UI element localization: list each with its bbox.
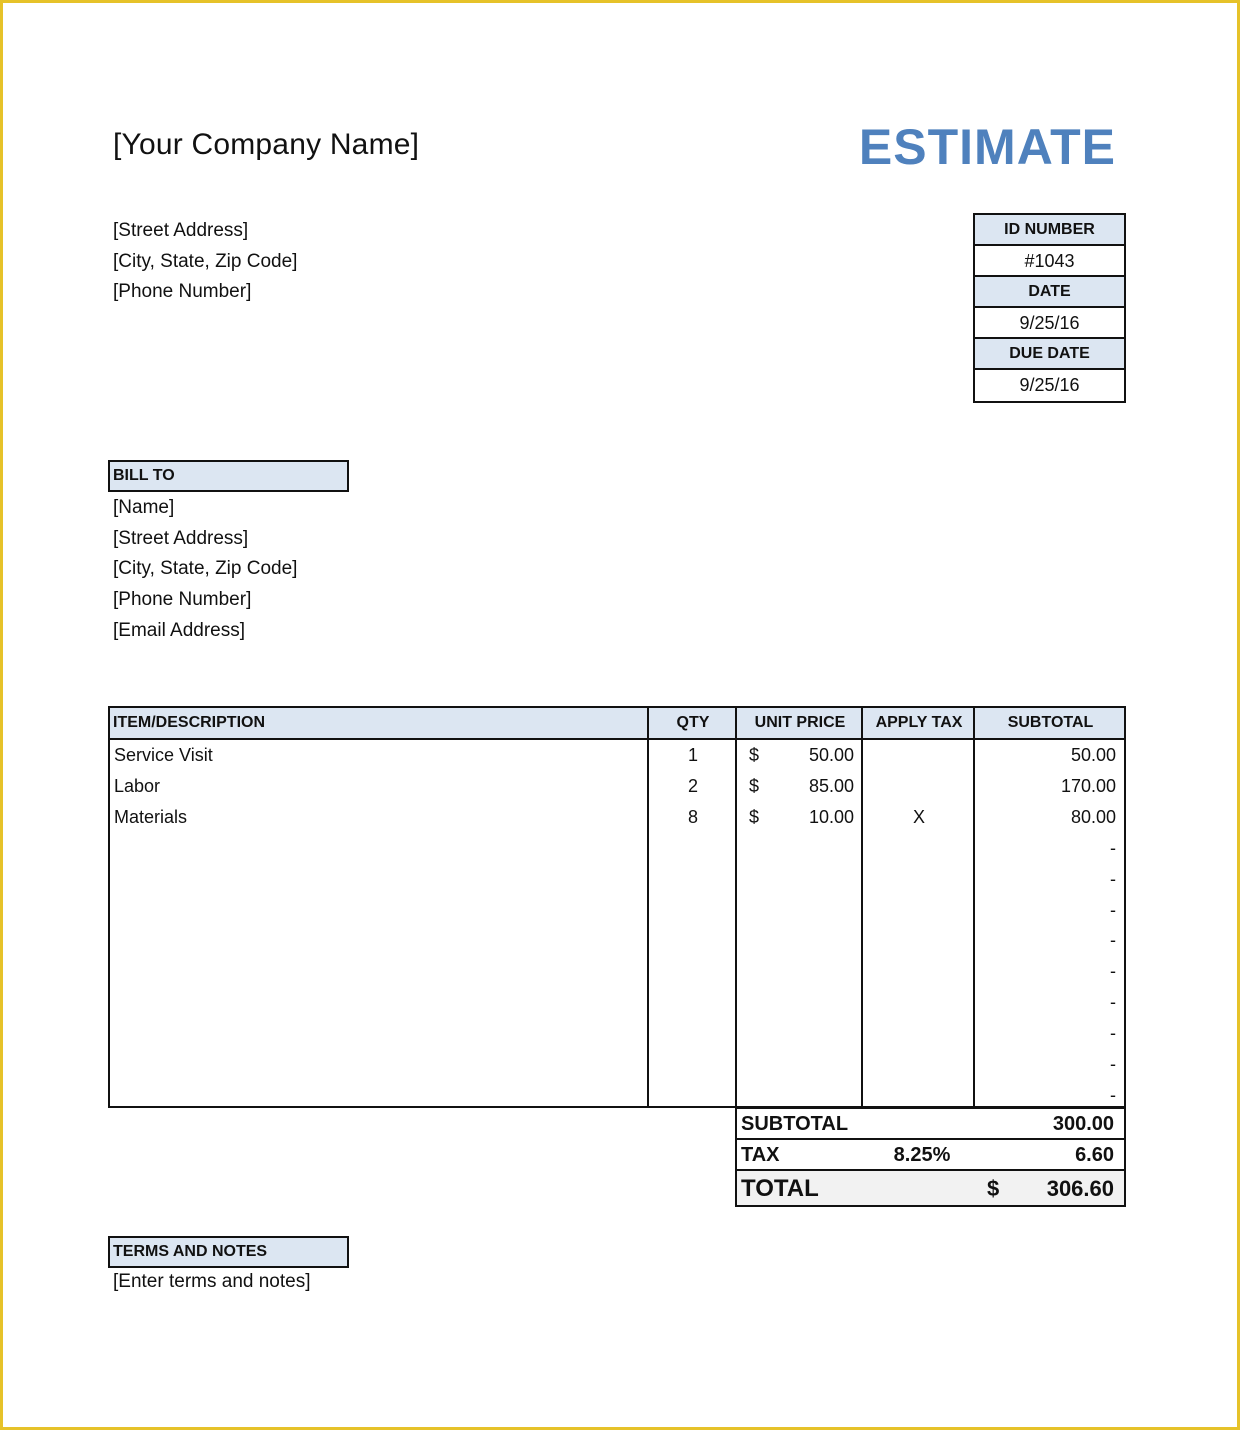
due-date-label: DUE DATE bbox=[975, 339, 1124, 370]
bill-to-street[interactable]: [Street Address] bbox=[113, 527, 249, 549]
header-apply-tax: APPLY TAX bbox=[875, 714, 963, 731]
item-description[interactable]: Materials bbox=[114, 806, 188, 827]
totals-box bbox=[735, 1107, 1126, 1207]
date-label: DATE bbox=[975, 277, 1124, 308]
item-description[interactable]: Labor bbox=[114, 775, 161, 796]
bill-to-email[interactable]: [Email Address] bbox=[113, 619, 245, 641]
item-qty[interactable] bbox=[649, 895, 737, 926]
item-unit-price[interactable] bbox=[737, 987, 854, 1018]
item-qty[interactable] bbox=[649, 833, 737, 864]
header-item-description: ITEM/DESCRIPTION bbox=[113, 714, 266, 731]
id-number-label: ID NUMBER bbox=[975, 215, 1124, 246]
item-subtotal[interactable]: - bbox=[1110, 1023, 1116, 1044]
item-subtotal[interactable]: - bbox=[1110, 930, 1116, 951]
tax-label: TAX bbox=[741, 1144, 780, 1166]
tax-row bbox=[737, 1138, 1124, 1169]
sender-address bbox=[113, 218, 297, 310]
subtotal-label: SUBTOTAL bbox=[741, 1113, 849, 1135]
item-qty[interactable] bbox=[649, 956, 737, 987]
item-qty[interactable]: 1 bbox=[687, 745, 698, 765]
total-row bbox=[737, 1169, 1124, 1205]
item-subtotal[interactable]: 80.00 bbox=[1070, 806, 1116, 827]
item-qty[interactable]: 8 bbox=[687, 806, 698, 827]
item-qty[interactable] bbox=[649, 864, 737, 895]
document-title: ESTIMATE bbox=[858, 119, 1116, 175]
item-apply-tax[interactable] bbox=[863, 987, 975, 1018]
subtotal-row bbox=[737, 1107, 1124, 1138]
item-unit-price[interactable] bbox=[737, 895, 854, 926]
item-apply-tax[interactable] bbox=[863, 1049, 975, 1080]
item-subtotal[interactable]: - bbox=[1110, 837, 1116, 858]
line-items-table bbox=[108, 706, 1126, 1108]
item-apply-tax[interactable] bbox=[863, 864, 975, 895]
item-apply-tax[interactable] bbox=[863, 895, 975, 926]
sender-street: [Street Address] bbox=[113, 220, 249, 241]
total-value: 306.60 bbox=[1046, 1176, 1114, 1201]
sender-phone: [Phone Number] bbox=[113, 281, 252, 303]
due-date-value[interactable]: 9/25/16 bbox=[1019, 375, 1080, 395]
bill-to-name[interactable]: [Name] bbox=[113, 497, 175, 518]
header-unit-price: UNIT PRICE bbox=[754, 714, 846, 731]
item-unit-price[interactable]: 10.00 bbox=[808, 806, 854, 827]
item-qty[interactable] bbox=[649, 925, 737, 956]
item-unit-price[interactable] bbox=[737, 956, 854, 987]
item-qty[interactable] bbox=[649, 1080, 737, 1111]
bill-to-phone[interactable]: [Phone Number] bbox=[113, 589, 252, 611]
item-subtotal[interactable]: - bbox=[1110, 1084, 1116, 1105]
estimate-meta-box bbox=[973, 213, 1126, 403]
item-unit-price[interactable]: 85.00 bbox=[808, 775, 854, 796]
item-subtotal[interactable]: - bbox=[1110, 899, 1116, 920]
bill-to-header: BILL TO bbox=[108, 460, 349, 492]
item-qty[interactable] bbox=[649, 1018, 737, 1049]
item-description[interactable]: Service Visit bbox=[114, 745, 213, 765]
item-apply-tax[interactable] bbox=[863, 833, 975, 864]
total-label: TOTAL bbox=[741, 1175, 819, 1202]
item-apply-tax[interactable] bbox=[863, 956, 975, 987]
item-unit-price[interactable] bbox=[737, 864, 854, 895]
item-apply-tax[interactable]: X bbox=[912, 806, 925, 827]
item-subtotal[interactable]: - bbox=[1110, 961, 1116, 982]
header-subtotal: SUBTOTAL bbox=[1007, 714, 1094, 731]
company-name: [Your Company Name] bbox=[113, 128, 420, 161]
item-apply-tax[interactable] bbox=[863, 771, 975, 802]
date-value[interactable]: 9/25/16 bbox=[975, 308, 1124, 339]
item-apply-tax[interactable] bbox=[863, 1018, 975, 1049]
header-qty: QTY bbox=[676, 714, 710, 731]
terms-text[interactable]: [Enter terms and notes] bbox=[113, 1271, 311, 1292]
bill-to-block bbox=[113, 495, 297, 648]
item-subtotal[interactable]: - bbox=[1110, 1054, 1116, 1074]
item-subtotal[interactable]: - bbox=[1110, 992, 1116, 1013]
item-subtotal[interactable]: 50.00 bbox=[1070, 745, 1116, 765]
item-unit-price[interactable] bbox=[737, 925, 854, 956]
item-currency-symbol: $ bbox=[749, 775, 760, 796]
id-number-value[interactable]: #1043 bbox=[975, 246, 1124, 277]
item-qty[interactable] bbox=[649, 1049, 737, 1080]
item-subtotal[interactable]: - bbox=[1110, 868, 1116, 889]
item-subtotal[interactable]: 170.00 bbox=[1060, 775, 1116, 796]
item-qty[interactable]: 2 bbox=[687, 775, 698, 796]
total-currency: $ bbox=[987, 1176, 1000, 1201]
item-apply-tax[interactable] bbox=[863, 740, 975, 771]
line-items-header-row bbox=[110, 708, 1124, 740]
terms-header: TERMS AND NOTES bbox=[108, 1236, 349, 1268]
item-apply-tax[interactable] bbox=[863, 925, 975, 956]
item-unit-price[interactable] bbox=[737, 1049, 854, 1080]
item-unit-price[interactable]: 50.00 bbox=[808, 745, 854, 765]
bill-to-city[interactable]: [City, State, Zip Code] bbox=[113, 558, 298, 580]
item-qty[interactable] bbox=[649, 987, 737, 1018]
item-unit-price[interactable] bbox=[737, 1018, 854, 1049]
tax-rate[interactable]: 8.25% bbox=[893, 1144, 951, 1166]
item-currency-symbol: $ bbox=[749, 745, 760, 765]
subtotal-value: 300.00 bbox=[1052, 1113, 1114, 1135]
item-currency-symbol: $ bbox=[749, 806, 760, 827]
item-unit-price[interactable] bbox=[737, 833, 854, 864]
sender-city: [City, State, Zip Code] bbox=[113, 250, 298, 272]
tax-value: 6.60 bbox=[1075, 1144, 1114, 1166]
